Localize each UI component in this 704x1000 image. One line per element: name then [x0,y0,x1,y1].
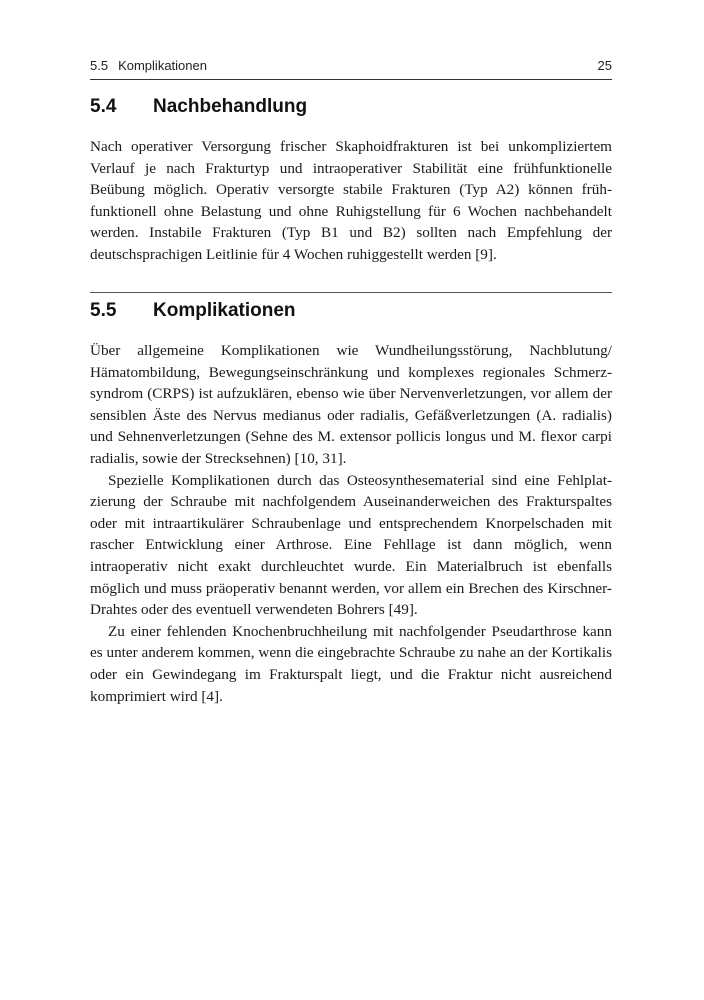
paragraph: Nach operativer Versorgung frischer Skaphoidfrakturen ist bei unkompliziertem Verlauf je nach Frakturtyp und intraoperativer Stabilität eine frühfunktionelle Beübung möglich. Operativ versorgte stabile Frakturen (Typ A2) können frühfunktionell ohne Belastung und ohne Ruhigstellung für 6 Wochen nachbehandelt werden. Instabile Frakturen (Typ B1 und B2) sollten nach Empfehlung der deutschsprachigen Leitlinie für 4 Wochen ruhiggestellt werden [9]. [90,138,612,263]
section-title: Komplikationen [153,300,296,321]
section-number: 5.5 [90,300,117,321]
section-title: Nachbehandlung [153,96,308,117]
paragraph: Über allgemeine Komplikationen wie Wundheilungsstörung, Nachblutung/ Hämatombildung, Bewegungseinschränkung und komplexes regionales Schmerzsyndrom (CRPS) ist aufzuklären, ebenso wie über Nervenverletzungen, vor allem der sensiblen Äste des Nervus medianus oder radialis, Gefäßverletzungen (A. radialis) und Sehnenverletzungen (Sehne des M. extensor pollicis longus und M. flexor carpi radialis, sowie der Strecksehnen) [10, 31]. [90,342,612,467]
section-rule [90,292,612,293]
section-number: 5.4 [90,96,117,117]
running-header [90,58,612,78]
section-body-komplikationen [90,340,612,707]
running-header-section [90,58,207,73]
paragraph: Spezielle Komplikationen durch das Osteosynthesematerial sind eine Fehlplatzierung der Schraube mit nachfolgendem Auseinanderweichen des Frakturspaltes oder mit intraartikulärer Schraubenlage und entsprechendem Knorpelschaden mit rascher Entwicklung einer Arthrose. Eine Fehllage ist dann möglich, wenn intraoperativ nicht exakt durchleuchtet wurde. Ein Materialbruch ist ebenfalls möglich und muss präoperativ benannt werden, vor allem ein Brechen des Kirschner-Drahtes oder des eventuell verwendeten Bohrers [49]. [90,471,612,619]
section-heading-nachbehandlung [90,96,307,118]
running-header-section-number: 5.5 [90,58,109,73]
running-header-section-title: Komplikationen [118,58,207,73]
paragraph: Zu einer fehlenden Knochenbruchheilung mit nachfolgender Pseudarthrose kann es unter anderem kommen, wenn die eingebrachte Schraube zu nahe an der Kortikalis oder ein Gewindegang im Frakturspalt liegt, und die Fraktur nicht ausreichend komprimiert wird [4]. [90,622,612,705]
page-number: 25 [597,58,612,73]
header-rule [90,79,612,80]
section-heading-komplikationen [90,300,296,322]
section-body-nachbehandlung [90,136,612,266]
